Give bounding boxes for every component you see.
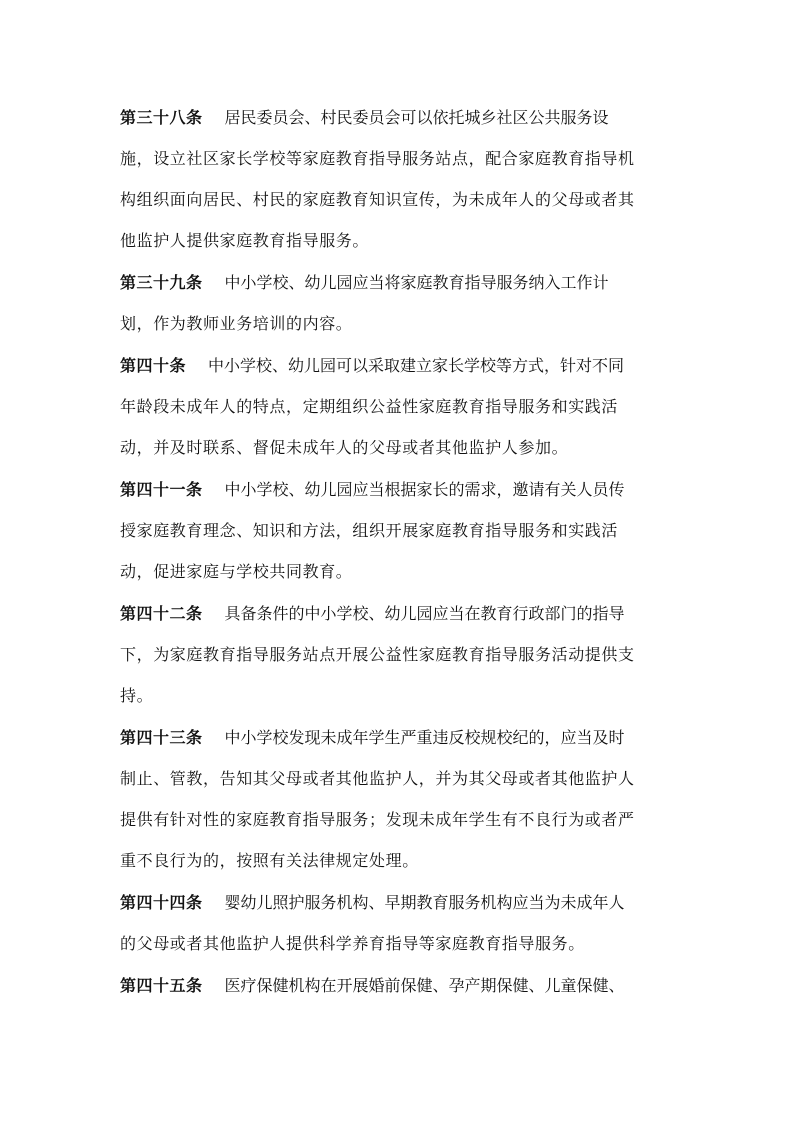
article-39-line-2: 划，作为教师业务培训的内容。 (120, 314, 353, 333)
article-43-line-3: 提供有针对性的家庭教育指导服务；发现未成年学生有不良行为或者严 (120, 810, 635, 829)
article-42-text: 具备条件的中小学校、幼儿园应当在教育行政部门的指导 (224, 604, 625, 623)
article-40-number: 第四十条 (120, 356, 187, 375)
article-44-number: 第四十四条 (120, 893, 203, 912)
article-41-number: 第四十一条 (120, 480, 203, 499)
article-43-text: 中小学校发现未成年学生严重违反校规校纪的，应当及时 (224, 728, 625, 747)
article-38-first-line (120, 106, 680, 130)
article-43-line-4: 重不良行为的，按照有关法律规定处理。 (120, 851, 419, 870)
article-45-number: 第四十五条 (120, 976, 203, 995)
article-44-first-line (120, 891, 680, 915)
article-42-line-3: 持。 (120, 686, 154, 705)
article-45-text: 医疗保健机构在开展婚前保健、孕产期保健、儿童保健、 (224, 976, 625, 995)
article-38-line-3: 构组织面向居民、村民的家庭教育知识宣传，为未成年人的父母或者其 (120, 190, 635, 209)
article-44-line-2: 的父母或者其他监护人提供科学养育指导等家庭教育指导服务。 (120, 934, 585, 953)
article-39-number: 第三十九条 (120, 273, 203, 292)
article-43-line-2: 制止、管教，告知其父母或者其他监护人，并为其父母或者其他监护人 (120, 769, 635, 788)
article-41-line-2: 授家庭教育理念、知识和方法，组织开展家庭教育指导服务和实践活 (120, 521, 619, 540)
article-40-line-3: 动，并及时联系、督促未成年人的父母或者其他监护人参加。 (120, 438, 569, 457)
article-40-first-line (120, 354, 680, 378)
article-40-line-2: 年龄段未成年人的特点，定期组织公益性家庭教育指导服务和实践活 (120, 397, 619, 416)
article-40-text: 中小学校、幼儿园可以采取建立家长学校等方式，针对不同 (208, 356, 625, 375)
article-39-text: 中小学校、幼儿园应当将家庭教育指导服务纳入工作计 (224, 273, 609, 292)
article-38-line-2: 施，设立社区家长学校等家庭教育指导服务站点，配合家庭教育指导机 (120, 149, 635, 168)
article-43-number: 第四十三条 (120, 728, 203, 747)
article-42-line-2: 下，为家庭教育指导服务站点开展公益性家庭教育指导服务活动提供支 (120, 645, 635, 664)
article-38-text: 居民委员会、村民委员会可以依托城乡社区公共服务设 (224, 108, 609, 127)
article-43-first-line (120, 726, 680, 750)
article-41-first-line (120, 478, 680, 502)
article-42-number: 第四十二条 (120, 604, 203, 623)
article-41-line-3: 动，促进家庭与学校共同教育。 (120, 562, 353, 581)
article-45-first-line (120, 974, 680, 998)
article-38-number: 第三十八条 (120, 108, 203, 127)
article-44-text: 婴幼儿照护服务机构、早期教育服务机构应当为未成年人 (224, 893, 625, 912)
article-42-first-line (120, 602, 680, 626)
article-39-first-line (120, 271, 680, 295)
article-41-text: 中小学校、幼儿园应当根据家长的需求，邀请有关人员传 (224, 480, 625, 499)
article-38-line-4: 他监护人提供家庭教育指导服务。 (120, 231, 370, 250)
